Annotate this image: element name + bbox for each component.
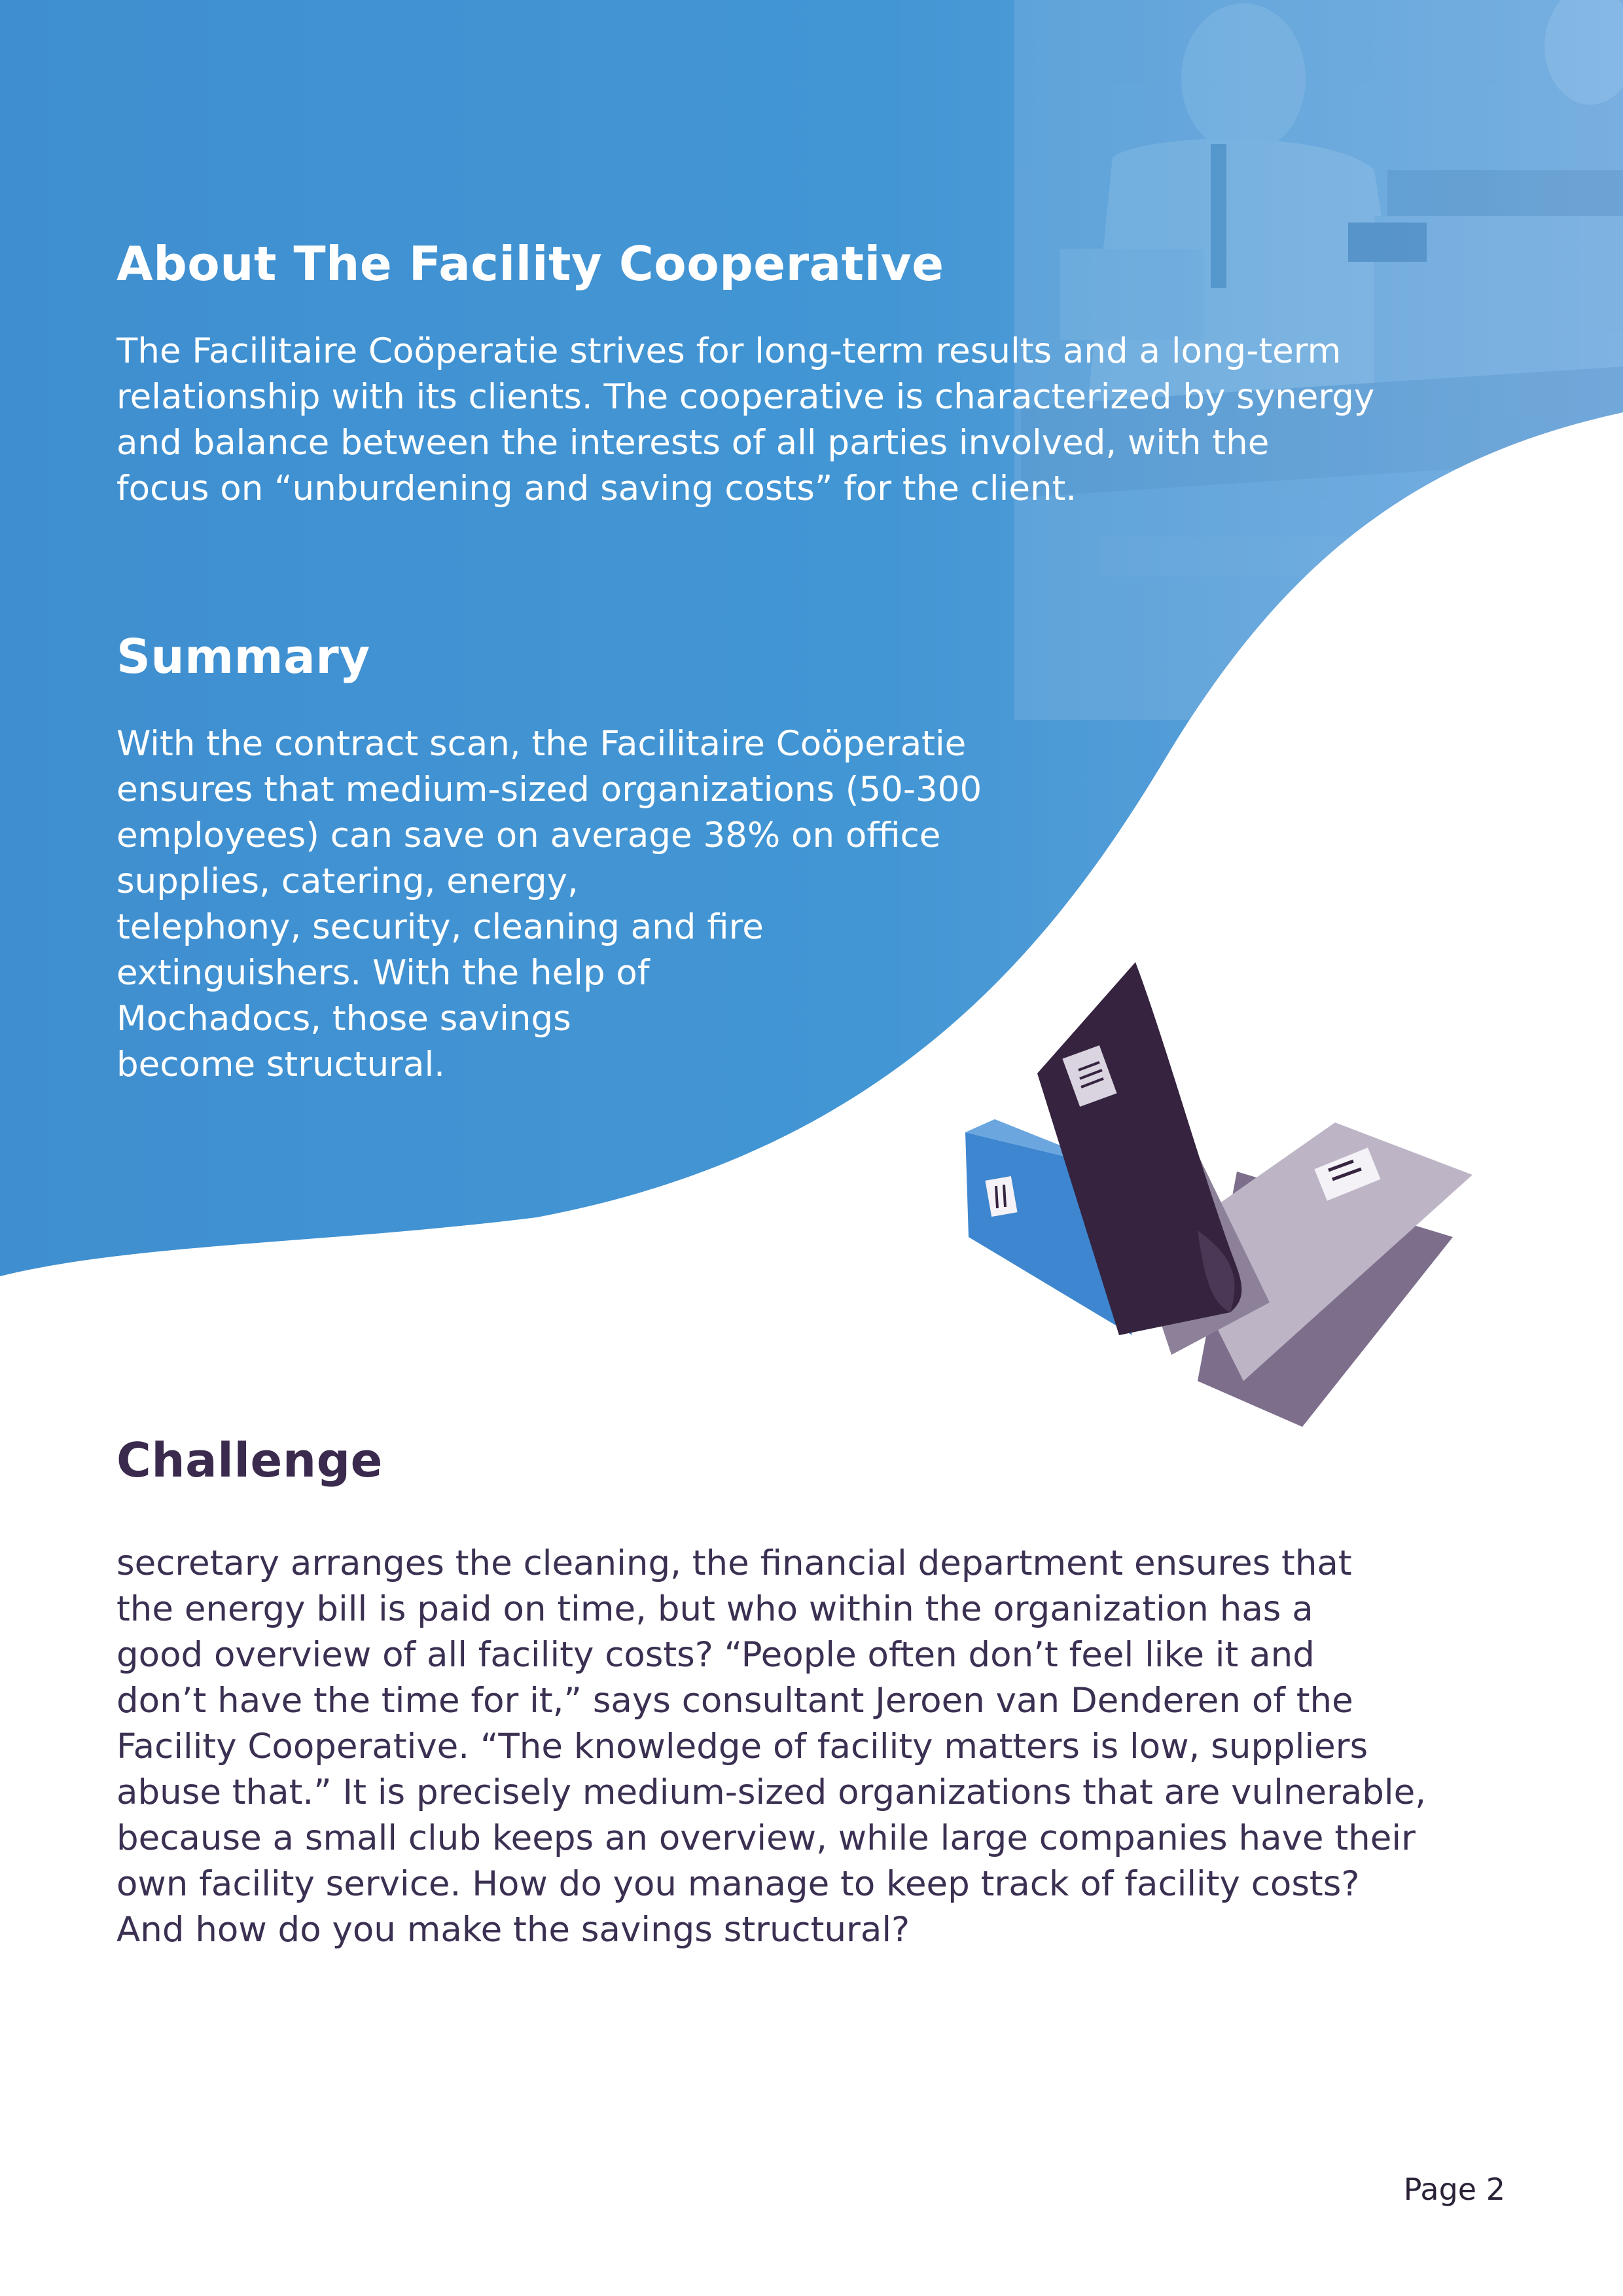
- about-heading: About The Facility Cooperative: [116, 236, 944, 291]
- summary-line: employees) can save on average 38% on office: [116, 816, 941, 855]
- summary-line: become structural.: [116, 1045, 446, 1085]
- challenge-line: don’t have the time for it,” says consultant Jeroen van Denderen of the: [116, 1681, 1353, 1721]
- challenge-line: because a small club keeps an overview, while large companies have their: [116, 1818, 1416, 1858]
- about-line: and balance between the interests of all parties involved, with the: [116, 423, 1270, 463]
- summary-line: telephony, security, cleaning and fire: [116, 907, 764, 947]
- summary-line: Mochadocs, those savings: [116, 999, 571, 1039]
- challenge-line: Facility Cooperative. “The knowledge of facility matters is low, suppliers: [116, 1727, 1368, 1767]
- summary-heading: Summary: [116, 629, 370, 684]
- challenge-line: good overview of all facility costs? “People often don’t feel like it and: [116, 1635, 1315, 1675]
- about-line: focus on “unburdening and saving costs” for the client.: [116, 469, 1077, 509]
- challenge-heading: Challenge: [116, 1433, 383, 1488]
- summary-paragraph: [116, 721, 982, 1088]
- page-number: Page 2: [1403, 2172, 1505, 2207]
- documents-folders-illustration: [962, 962, 1479, 1433]
- summary-line: supplies, catering, energy,: [116, 861, 579, 901]
- summary-line: With the contract scan, the Facilitaire Coöperatie: [116, 724, 967, 764]
- summary-line: ensures that medium-sized organizations (50-300: [116, 770, 982, 810]
- challenge-line: the energy bill is paid on time, but who within the organization has a: [116, 1589, 1313, 1629]
- summary-line: extinguishers. With the help of: [116, 953, 650, 993]
- about-paragraph: [116, 329, 1374, 512]
- challenge-line: own facility service. How do you manage to keep track of facility costs?: [116, 1864, 1360, 1904]
- challenge-line: And how do you make the savings structural?: [116, 1910, 910, 1950]
- challenge-line: secretary arranges the cleaning, the financial department ensures that: [116, 1543, 1352, 1583]
- about-line: relationship with its clients. The cooperative is characterized by synergy: [116, 377, 1375, 417]
- about-line: The Facilitaire Coöperatie strives for long-term results and a long-term: [116, 331, 1342, 371]
- challenge-paragraph: [116, 1541, 1426, 1953]
- challenge-line: abuse that.” It is precisely medium-sized organizations that are vulnerable,: [116, 1772, 1427, 1812]
